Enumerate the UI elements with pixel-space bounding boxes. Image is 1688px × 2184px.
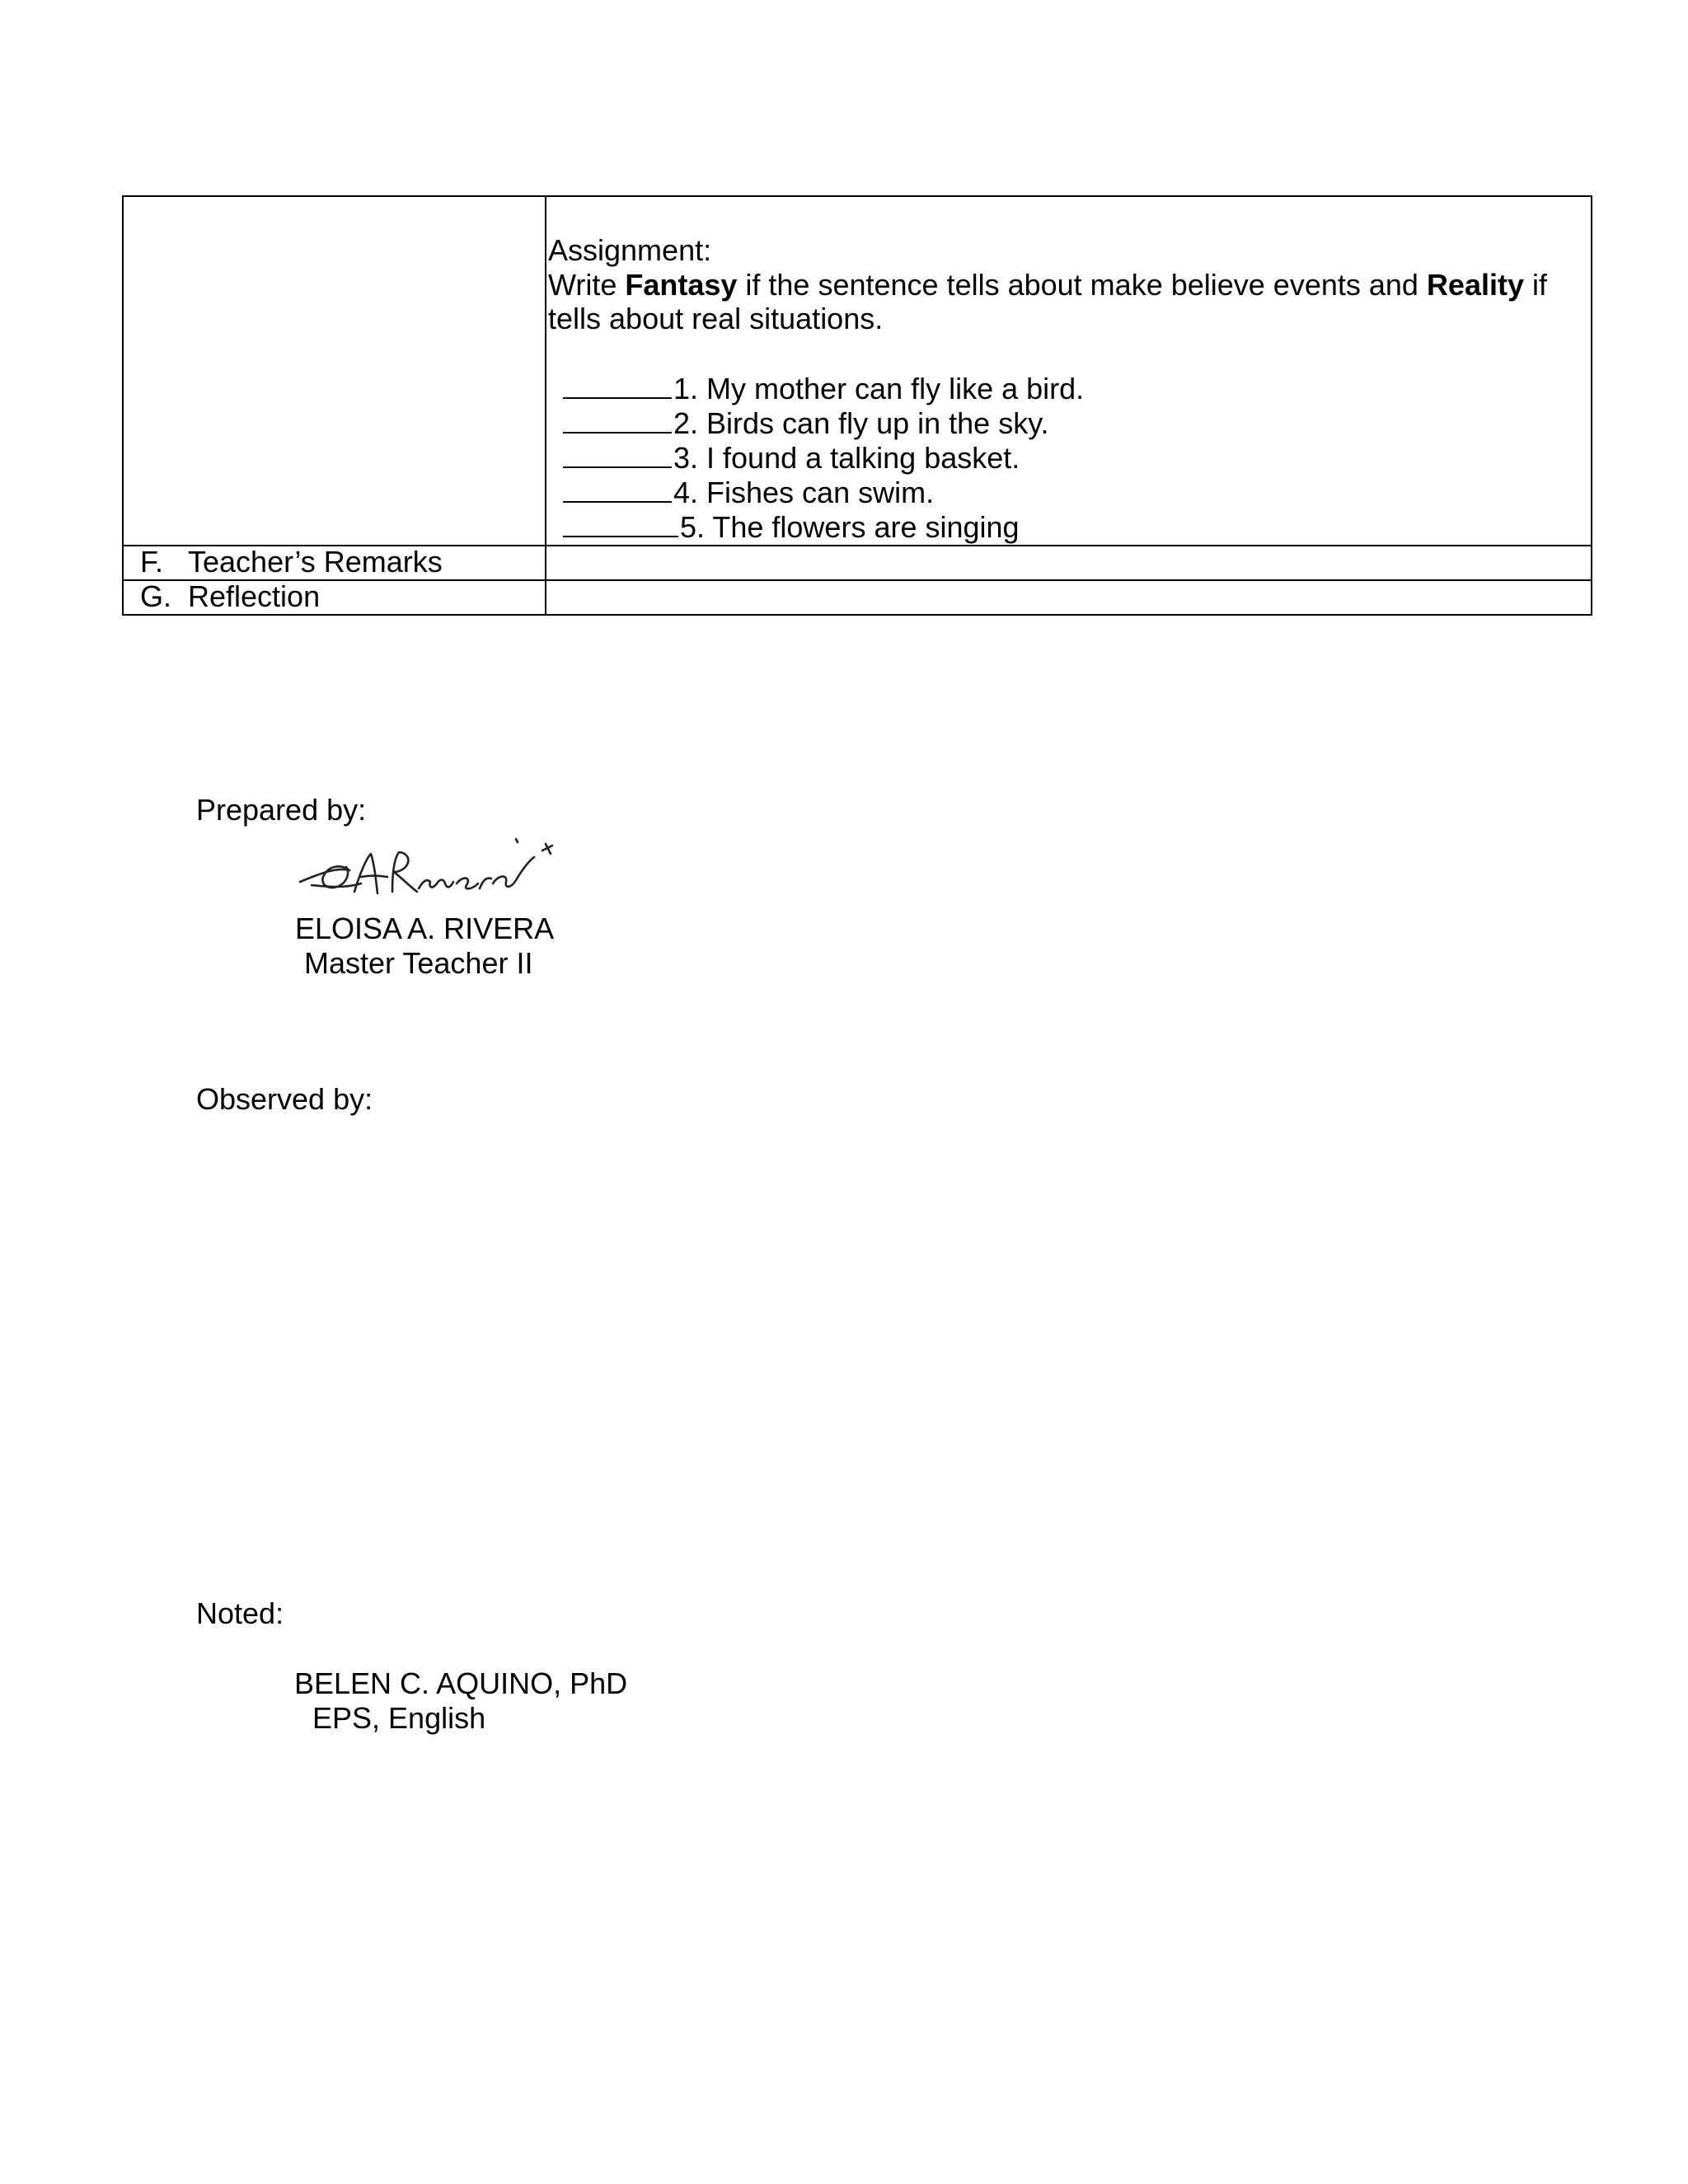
assignment-item — [563, 441, 1084, 476]
row-letter: G. — [140, 579, 172, 613]
assignment-item — [563, 406, 1084, 441]
assignment-instruction — [548, 268, 1578, 335]
answer-blank — [563, 407, 672, 434]
assignment-heading: Assignment: — [548, 233, 712, 267]
row-letter: F. — [140, 545, 164, 579]
answer-blank — [563, 476, 672, 503]
prepared-by-label: Prepared by: — [196, 793, 367, 827]
answer-blank — [563, 373, 672, 399]
row-label-text: Teacher’s Remarks — [188, 545, 443, 579]
noted-name: BELEN C. AQUINO, PhD — [294, 1666, 628, 1700]
noted-title: EPS, English — [312, 1701, 486, 1735]
item-text: 3. I found a talking basket. — [673, 441, 1020, 475]
instruction-text-3: if tells about real situations. — [548, 268, 1548, 335]
assignment-cell — [546, 196, 1592, 546]
item-text: 4. Fishes can swim. — [673, 476, 935, 509]
item-text: 1. My mother can fly like a bird. — [673, 372, 1085, 405]
reflection-row — [123, 580, 1592, 615]
instruction-text-1: Write — [548, 268, 626, 302]
reflection-label — [123, 580, 546, 615]
teachers-remarks-row — [123, 546, 1592, 580]
instruction-reality: Reality — [1426, 268, 1524, 302]
assignment-row — [123, 196, 1592, 546]
assignment-item — [563, 372, 1084, 406]
lesson-plan-table — [122, 195, 1592, 616]
observed-by-label: Observed by: — [196, 1082, 373, 1116]
prepared-name: ELOISA A. RIVERA — [295, 912, 555, 945]
instruction-fantasy: Fantasy — [625, 268, 738, 302]
instruction-text-2: if the sentence tells about make believe events and — [737, 268, 1427, 302]
item-text: 5. The flowers are singing — [680, 510, 1020, 544]
teachers-remarks-value — [546, 546, 1592, 580]
assignment-label-cell — [123, 196, 546, 546]
teachers-remarks-label — [123, 546, 546, 580]
row-label-text: Reflection — [188, 579, 321, 613]
item-text: 2. Birds can fly up in the sky. — [673, 406, 1049, 440]
assignment-items — [563, 372, 1084, 545]
reflection-value — [546, 580, 1592, 615]
noted-label: Noted: — [196, 1596, 284, 1630]
assignment-item — [563, 510, 1084, 545]
answer-blank — [563, 442, 672, 468]
answer-blank — [563, 511, 678, 537]
prepared-title: Master Teacher II — [304, 946, 533, 980]
assignment-item — [563, 476, 1084, 510]
